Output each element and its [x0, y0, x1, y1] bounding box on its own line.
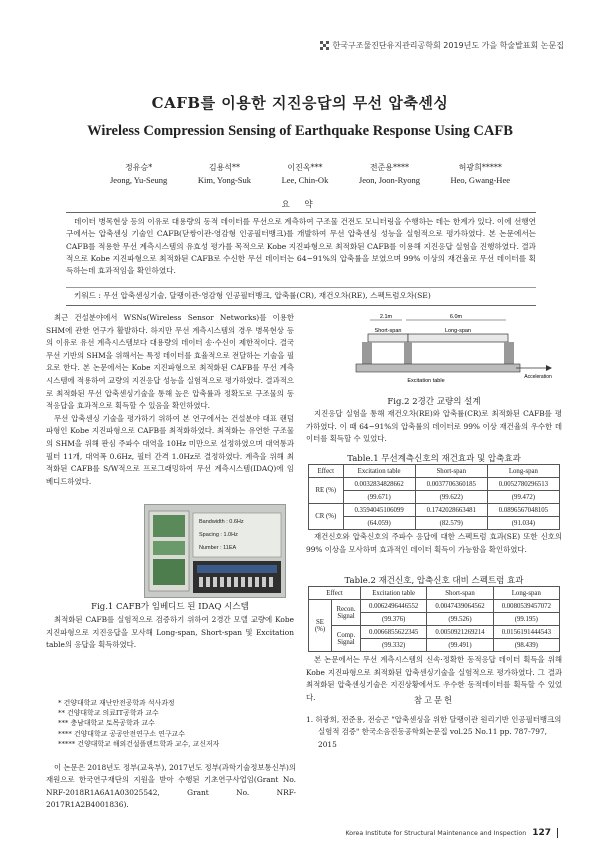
table-cell: 0.0080539457072 — [493, 600, 559, 613]
paragraph: 무선 압축센싱 기술을 평가하기 위하여 본 연구에서는 건설분야 대표 랜덤파형인 Kobe 지진파형으로 CAFB를 최적화하였다. 최적화는 유연한 구조물의 SHM을 위해 판심 주파수 대역을 10Hz 미만으로 설정하였으며 대역통과필터 11개, 대역폭 0.6Hz, 필터 간격 1.0Hz로 결정하였다. 계측을 위해 최적화된 CAFB를 S/W적으로 프로그래밍하여 무선 계측시스템(IDAQ)에 임베디드하였다. — [46, 413, 294, 486]
body-right-p2 — [306, 531, 562, 556]
keywords: 키워드 : 무선 압축센싱기술, 달팽이관-영감형 인공필터뱅크, 압축률(CR), 재건오차(RE), 스펙트럼오차(SE) — [66, 287, 536, 306]
two-span-bridge-diagram — [306, 312, 562, 390]
table-cell: (99.195) — [493, 613, 559, 626]
table-row — [309, 491, 560, 504]
table-row — [309, 504, 560, 517]
table-cell: 0.0156191444543 — [493, 626, 559, 639]
figure-2-diagram — [306, 312, 562, 390]
reference-item: 1. 허광희, 전준용, 전승곤 "압축센싱을 위한 달팽이관 원리기반 인공필터뱅크의 실험적 검증" 한국소음진동공학회논문집 vol.25 No.11 pp. 787-797, 2015 — [306, 715, 562, 749]
header-text: 한국구조물진단유지관리공학회 2019년도 가을 학술발표회 논문집 — [332, 41, 564, 50]
paragraph: 최적화된 CAFB를 실험적으로 검증하기 위하여 2경간 모델 교량에 Kobe 지진파형으로 지진응답을 모사해 Long-span, Short-span 및 Excitation table의 응답을 획득하였다. — [46, 615, 294, 650]
table-cell: (98.439) — [493, 639, 559, 652]
table-cell-effect: SE (%) — [309, 600, 332, 652]
table-header-cell: Long-span — [493, 587, 559, 600]
author: 정유승* Jeong, Yu-Seung — [110, 163, 168, 185]
label-acceleration: Acceleration — [524, 374, 552, 380]
dim-long: 6.0m — [449, 314, 463, 320]
table-cell-signal: Recon. Signal — [332, 600, 361, 626]
footer-text: Korea Institute for Structural Maintenance and Inspection — [345, 829, 527, 837]
figure-1-caption: Fig.1 CAFB가 임베디드 된 IDAQ 시스템 — [91, 602, 249, 612]
abstract-body: 데이터 병목현상 등의 이유로 대용량의 동적 데이터를 무선으로 계측하여 구조물 건전도 모니터링을 수행하는 데는 한계가 있다. 이에 선행연구에서는 압축센싱 기술인 CAFB(닫쌍이관-영감형 인공필터뱅크)를 개발하여 무선 압축센싱 성능을 실험적으로 평가하였다. 본 논문에서는 CAFB를 적용한 무선 계측시스템의 유효성 평가를 목적으로 Kobe 지진파형으로 최적화된 CAFB를 이용해 지진응답 실험을 진행하였다. 결과적으로 Kobe 지진파형으로 최적화된 CAFB로 수신한 무선 데이터는 64~91%의 압축률을 보였으며 99% 이상의 재건율로 무선 데이터를 획득하는데 효과적임을 확인하였다. — [66, 212, 536, 277]
table-header-row — [309, 465, 560, 478]
idaq-system-photo — [145, 505, 285, 597]
grant-acknowledgement: 이 논문은 2018년도 정부(교육부), 2017년도 정부(과학기술정보통신부)의 재원으로 한국연구재단의 지원을 받아 수행된 기초연구사업임(Grant No. NRF-2018R1A6A1A03025542, Grant No. NRF-2017R1A2B4001836). — [46, 763, 296, 809]
table-cell-effect: RE (%) — [309, 478, 344, 504]
fig1-label-bandwidth: Bandwidth : 0.6Hz — [199, 519, 244, 525]
footnote: ** 건양대학교 의료IT공학과 교수 — [58, 709, 159, 718]
table-2-caption: Table.2 재건신호, 압축신호 대비 스펙트럼 효과 — [344, 576, 524, 586]
table-cell: 0.0050921269214 — [427, 626, 493, 639]
table-cell: (99.472) — [487, 491, 559, 504]
table-header-cell: Effect — [309, 465, 344, 478]
author: 전준용**** Jeon, Joon-Ryong — [358, 163, 420, 185]
title-korean: CAFB를 이용한 지진응답의 무선 압축센싱 — [151, 94, 449, 112]
table-row — [309, 517, 560, 530]
table-1 — [308, 464, 560, 530]
footnote: ***** 건양대학교 해외건설플랜트학과 교수, 교신저자 — [58, 739, 220, 748]
table-cell: 0.0062496446552 — [361, 600, 427, 613]
paragraph: 재건신호와 압축신호의 주파수 응답에 대한 스펙트럼 효과(SE) 또한 신호의 99% 이상을 모사하며 효과적인 데이터 획득이 가능함을 확인하였다. — [306, 532, 562, 554]
table-header-cell: Long-span — [487, 465, 559, 478]
footnote: *** 충남대학교 토목공학과 교수 — [58, 719, 155, 728]
table-cell: 0.0047439064562 — [427, 600, 493, 613]
footnote: **** 건양대학교 공공안전연구소 연구교수 — [58, 729, 185, 738]
table-cell: (99.622) — [415, 491, 487, 504]
footnote: * 건양대학교 재난안전공학과 석사과정 — [58, 699, 175, 707]
page-footer — [345, 828, 558, 838]
table-cell: (91.034) — [487, 517, 559, 530]
title-english: Wireless Compression Sensing of Earthquake Response Using CAFB — [87, 123, 513, 139]
references-heading: 참고문헌 — [413, 695, 455, 705]
label-short-span: Short-span — [374, 328, 402, 334]
table-row — [309, 600, 560, 613]
table-cell: 0.0066855622345 — [361, 626, 427, 639]
dim-short: 2.1m — [379, 314, 393, 320]
table-cell: (99.526) — [427, 613, 493, 626]
table-cell: (64.059) — [343, 517, 415, 530]
table-header-cell: Short-span — [415, 465, 487, 478]
table-cell: 0.0896567048105 — [487, 504, 559, 517]
table-cell: (99.491) — [427, 639, 493, 652]
body-left-column — [46, 312, 294, 488]
table-cell-signal: Comp. Signal — [332, 626, 361, 652]
table-cell: 0.3594045106099 — [343, 504, 415, 517]
footer-divider — [557, 828, 558, 838]
paragraph: 최근 건설분야에서 WSNs(Wireless Sensor Networks)를 이용한 SHM에 관한 연구가 활발하다. 하지만 무선 계측시스템의 경우 병목현상 등의 이유로 유선 계측시스템보다 대용량의 데이터 송·수신이 제한적이다. 결국 무선 기반의 SHM을 위해서는 특정 데이터를 효율적으로 전달하는 기술을 필요로 한다. 본 논문에서는 Kobe 지진파형으로 최적화된 CAFB를 무선 계측시스템에 적용하여 교량의 지진응답 성능을 실험적으로 평가하였다. 결과적으로 최적화된 무선 압축센싱기술을 통해 높은 압축률과 정확도로 구조물의 동적응답을 효과적으로 획득할 수 있음을 확인하였다. — [46, 313, 294, 411]
table-2 — [308, 586, 560, 652]
body-right-p1 — [306, 408, 562, 446]
fig1-label-spacing: Spacing : 1.0Hz — [199, 532, 238, 538]
table-cell: (99.376) — [361, 613, 427, 626]
table-header-cell: Effect — [309, 587, 361, 600]
table-cell: 0.0037706360185 — [415, 478, 487, 491]
label-excitation-table: Excitation table — [407, 378, 445, 384]
paragraph: 지진응답 실험을 통해 재건오차(RE)와 압축률(CR)로 최적화된 CAFB를 평가하였다. 이 때 64~91%의 압축률의 데이터로 99% 이상 재건율의 우수한 데이터를 획득할 수 있었다. — [306, 409, 562, 444]
author: 허광희***** Heo, Gwang-Hee — [450, 163, 510, 185]
table-cell: 0.0032834828662 — [343, 478, 415, 491]
table-row — [309, 626, 560, 639]
fig1-label-number: Number : 11EA — [199, 545, 237, 551]
header-mark-icon — [320, 41, 329, 50]
table-header-cell: Excitation table — [343, 465, 415, 478]
author-list — [110, 162, 510, 186]
table-cell-effect: CR (%) — [309, 504, 344, 530]
abstract-heading: 요 약 — [281, 200, 319, 210]
table-cell: 0.0052780296513 — [487, 478, 559, 491]
figure-2-caption: Fig.2 2경간 교량의 설계 — [387, 397, 481, 407]
paragraph: 본 논문에서는 무선 계측시스템의 신속·정확한 동적응답 데이터 획득을 위해 Kobe 지진파형으로 최적화된 압축센싱기술을 실험적으로 평가하였다. 그 결과 최적화된 압축센싱기술은 지진상황에서도 우수한 동적데이터를 획득할 수 있었다. — [306, 655, 562, 702]
table-header-cell: Short-span — [427, 587, 493, 600]
body-left-after-figure — [46, 614, 294, 652]
figure-1-photo — [144, 504, 286, 598]
table-1-caption: Table.1 무선계측신호의 재건효과 및 압축효과 — [347, 454, 521, 464]
page-number: 127 — [532, 828, 551, 838]
table-header-cell: Excitation table — [361, 587, 427, 600]
table-header-row — [309, 587, 560, 600]
author: 김용석** Kim, Yong-Suk — [197, 163, 252, 185]
table-cell: 0.1742028663481 — [415, 504, 487, 517]
table-cell: (99.671) — [343, 491, 415, 504]
footnotes — [58, 698, 298, 749]
author: 이진옥*** Lee, Chin-Ok — [281, 163, 329, 185]
table-row — [309, 478, 560, 491]
label-long-span: Long-span — [445, 328, 471, 334]
table-cell: (82.579) — [415, 517, 487, 530]
running-header — [320, 40, 564, 51]
table-cell: (99.332) — [361, 639, 427, 652]
